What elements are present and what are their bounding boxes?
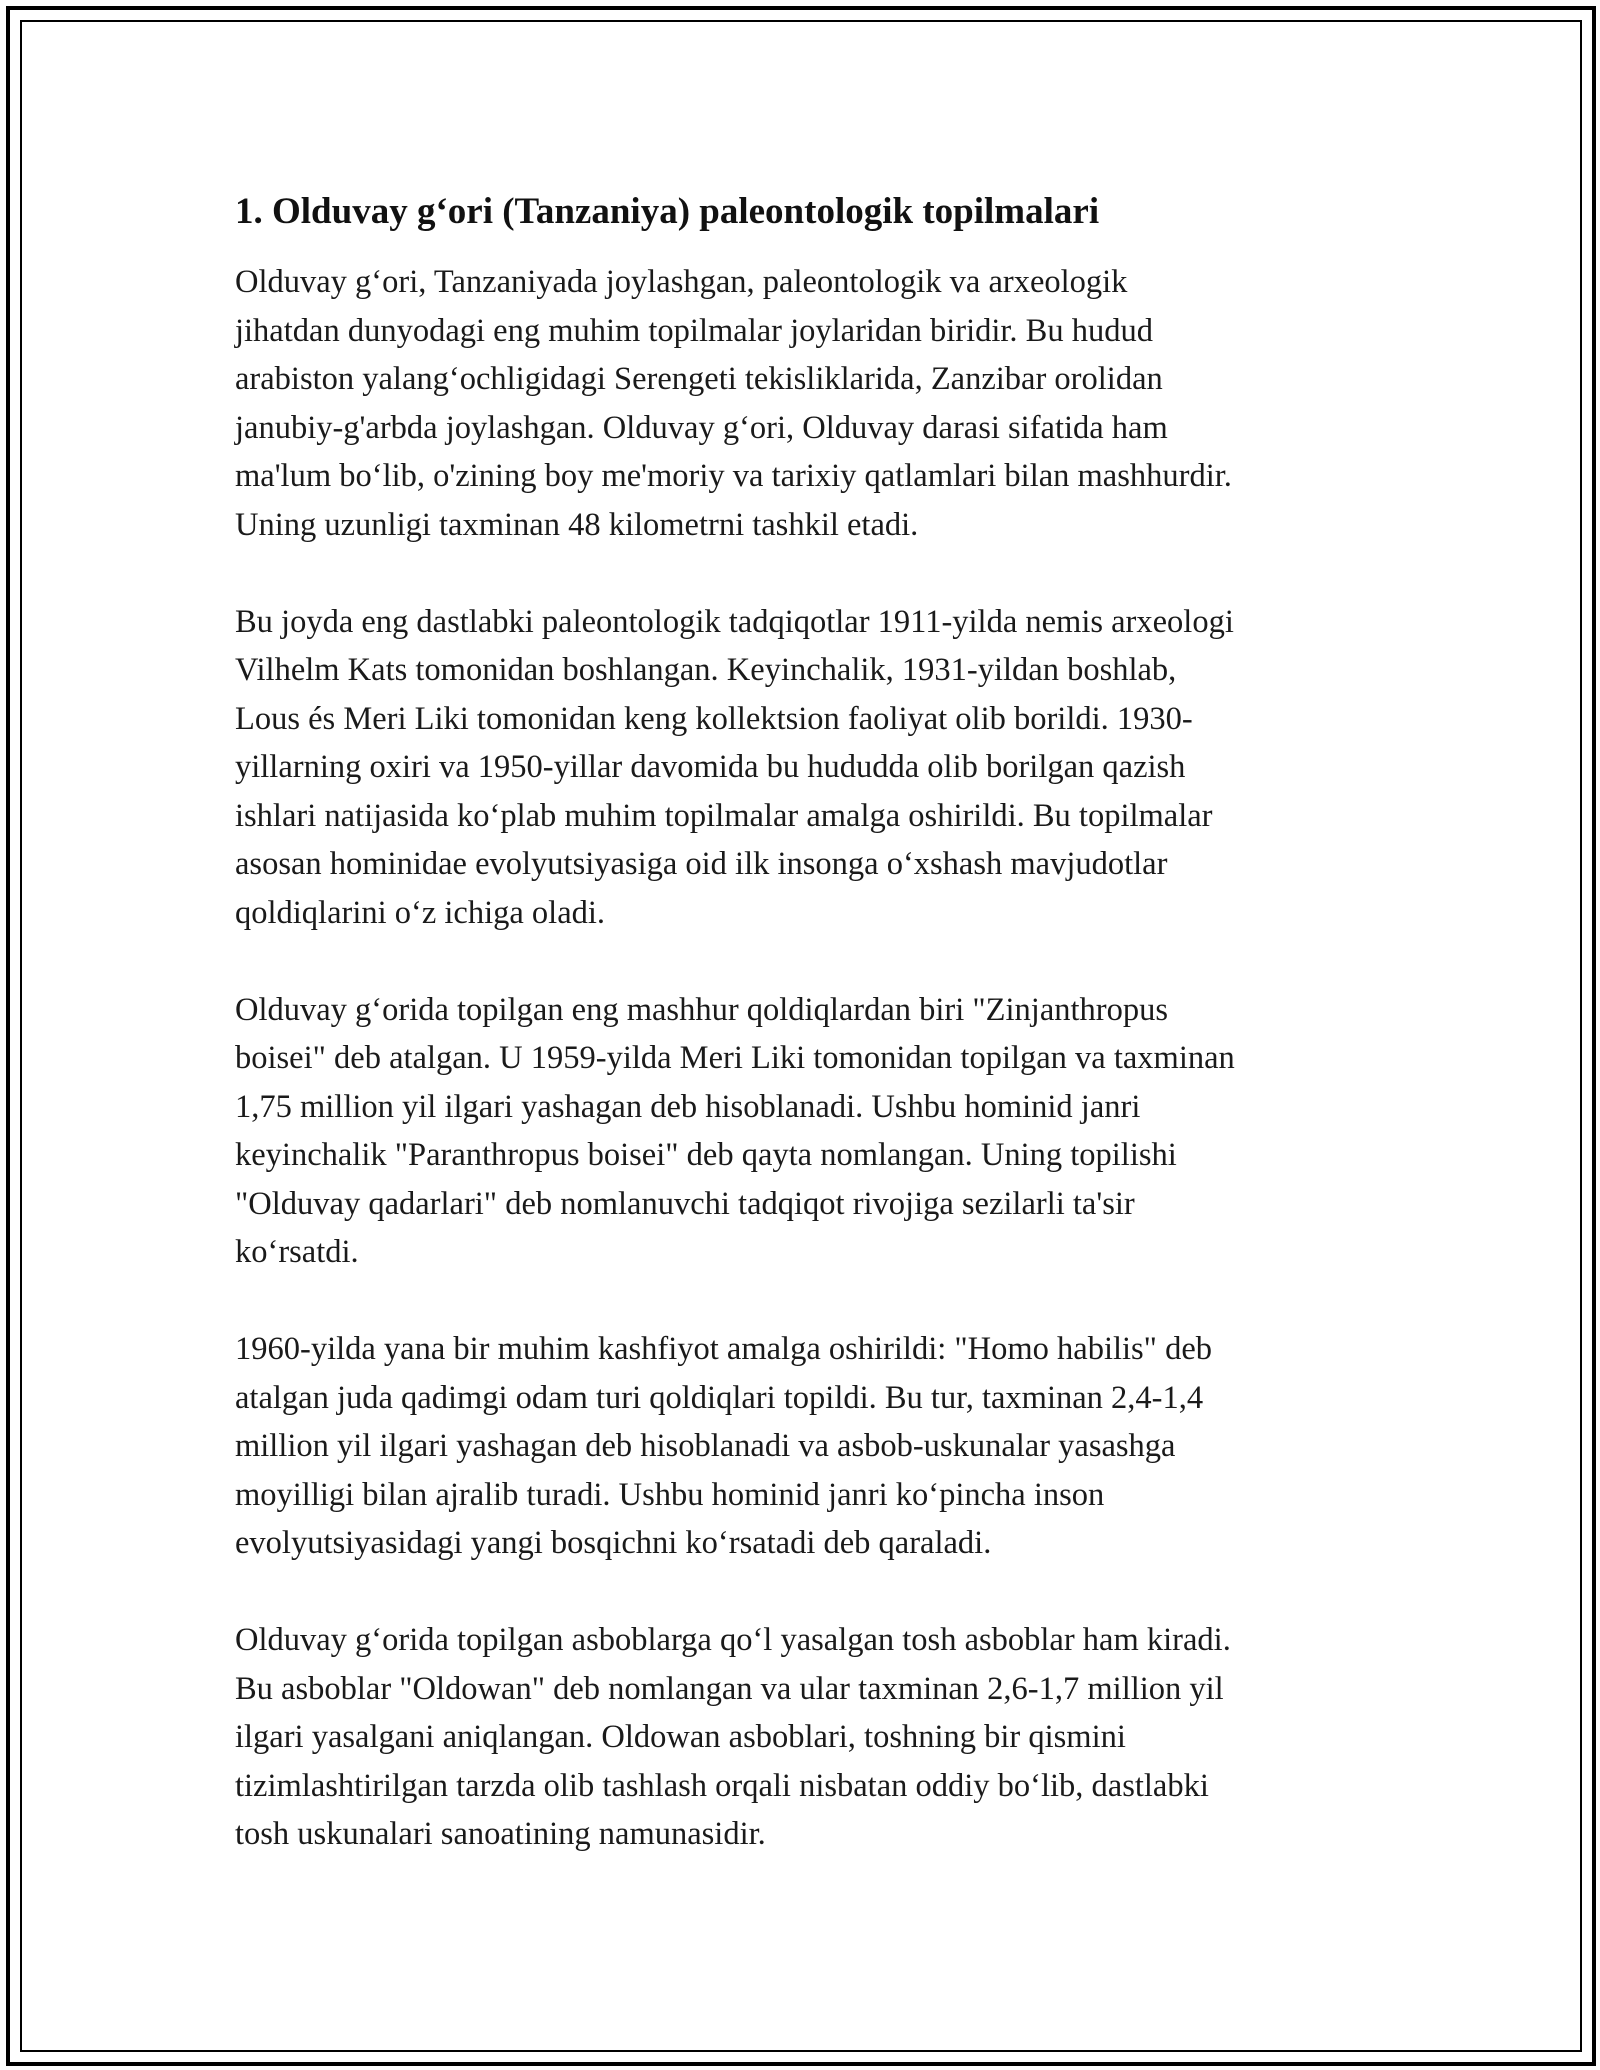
- text-line: ma'lum bo‘lib, o'zining boy me'moriy va tarixiy qatlamlari bilan mashhurdir.: [235, 458, 1232, 494]
- paragraph-zinjanthropus: [235, 986, 1370, 1277]
- text-line: asosan hominidae evolyutsiyasiga oid ilk insonga o‘xshash mavjudotlar: [235, 846, 1168, 882]
- document-body: [235, 188, 1370, 1907]
- text-line: Olduvay g‘ori, Tanzaniyada joylashgan, paleontologik va arxeologik: [235, 264, 1128, 300]
- text-line: arabiston yalang‘ochligidagi Serengeti tekisliklarida, Zanzibar orolidan: [235, 361, 1163, 397]
- text-line: moyilligi bilan ajralib turadi. Ushbu hominid janri ko‘pincha inson: [235, 1476, 1105, 1513]
- text-line: tosh uskunalari sanoatining namunasidir.: [235, 1816, 766, 1852]
- text-line: million yil ilgari yashagan deb hisoblanadi va asbob-uskunalar yasashga: [235, 1428, 1176, 1464]
- text-line: ko‘rsatdi.: [235, 1234, 359, 1270]
- text-line: yillarning oxiri va 1950-yillar davomida bu hududda olib borilgan qazish: [235, 749, 1186, 785]
- text-line: "Olduvay qadarlari" deb nomlanuvchi tadqiqot rivojiga sezilarli ta'sir: [235, 1185, 1135, 1222]
- text-line: 1960-yilda yana bir muhim kashfiyot amalga oshirildi: "Homo habilis" deb: [235, 1331, 1212, 1367]
- section-heading: 1. Olduvay g‘ori (Tanzaniya) paleontologik topilmalari: [235, 191, 1100, 232]
- text-line: 1,75 million yil ilgari yashagan deb hisoblanadi. Ushbu hominid janri: [235, 1088, 1141, 1125]
- text-line: boisei" deb atalgan. U 1959-yilda Meri Liki tomonidan topilgan va taxminan: [235, 1040, 1235, 1076]
- text-line: janubiy-g'arbda joylashgan. Olduvay g‘ori, Olduvay darasi sifatida ham: [235, 409, 1168, 446]
- text-line: atalgan juda qadimgi odam turi qoldiqlari topildi. Bu tur, taxminan 2,4-1,4: [235, 1379, 1204, 1416]
- text-line: Olduvay g‘orida topilgan eng mashhur qoldiqlardan biri "Zinjanthropus: [235, 991, 1169, 1028]
- paragraph-oldowan-tools: [235, 1616, 1370, 1859]
- text-line: qoldiqlarini o‘z ichiga oladi.: [235, 894, 606, 931]
- text-line: ilgari yasalgani aniqlangan. Oldowan asboblari, toshning bir qismini: [235, 1719, 1126, 1755]
- text-line: keyinchalik "Paranthropus boisei" deb qayta nomlangan. Uning topilishi: [235, 1137, 1177, 1173]
- text-line: Lous és Meri Liki tomonidan keng kollektsion faoliyat olib borildi. 1930-: [235, 700, 1193, 737]
- paragraph-intro: [235, 258, 1370, 549]
- text-line: Bu asboblar "Oldowan" deb nomlangan va ular taxminan 2,6-1,7 million yil: [235, 1670, 1224, 1707]
- text-line: Uning uzunligi taxminan 48 kilometrni tashkil etadi.: [235, 506, 919, 543]
- paragraph-homo-habilis: [235, 1325, 1370, 1568]
- text-line: Olduvay g‘orida topilgan asboblarga qo‘l yasalgan tosh asboblar ham kiradi.: [235, 1622, 1231, 1658]
- paragraph-research-history: [235, 598, 1370, 938]
- text-line: Vilhelm Kats tomonidan boshlangan. Keyinchalik, 1931-yildan boshlab,: [235, 652, 1177, 688]
- text-line: ishlari natijasida ko‘plab muhim topilmalar amalga oshirildi. Bu topilmalar: [235, 797, 1213, 834]
- text-line: jihatdan dunyodagi eng muhim topilmalar joylaridan biridir. Bu hudud: [235, 312, 1153, 349]
- text-line: Bu joyda eng dastlabki paleontologik tadqiqotlar 1911-yilda nemis arxeologi: [235, 603, 1234, 640]
- text-line: evolyutsiyasidagi yangi bosqichni ko‘rsatadi deb qaraladi.: [235, 1525, 992, 1561]
- text-line: tizimlashtirilgan tarzda olib tashlash orqali nisbatan oddiy bo‘lib, dastlabki: [235, 1767, 1209, 1804]
